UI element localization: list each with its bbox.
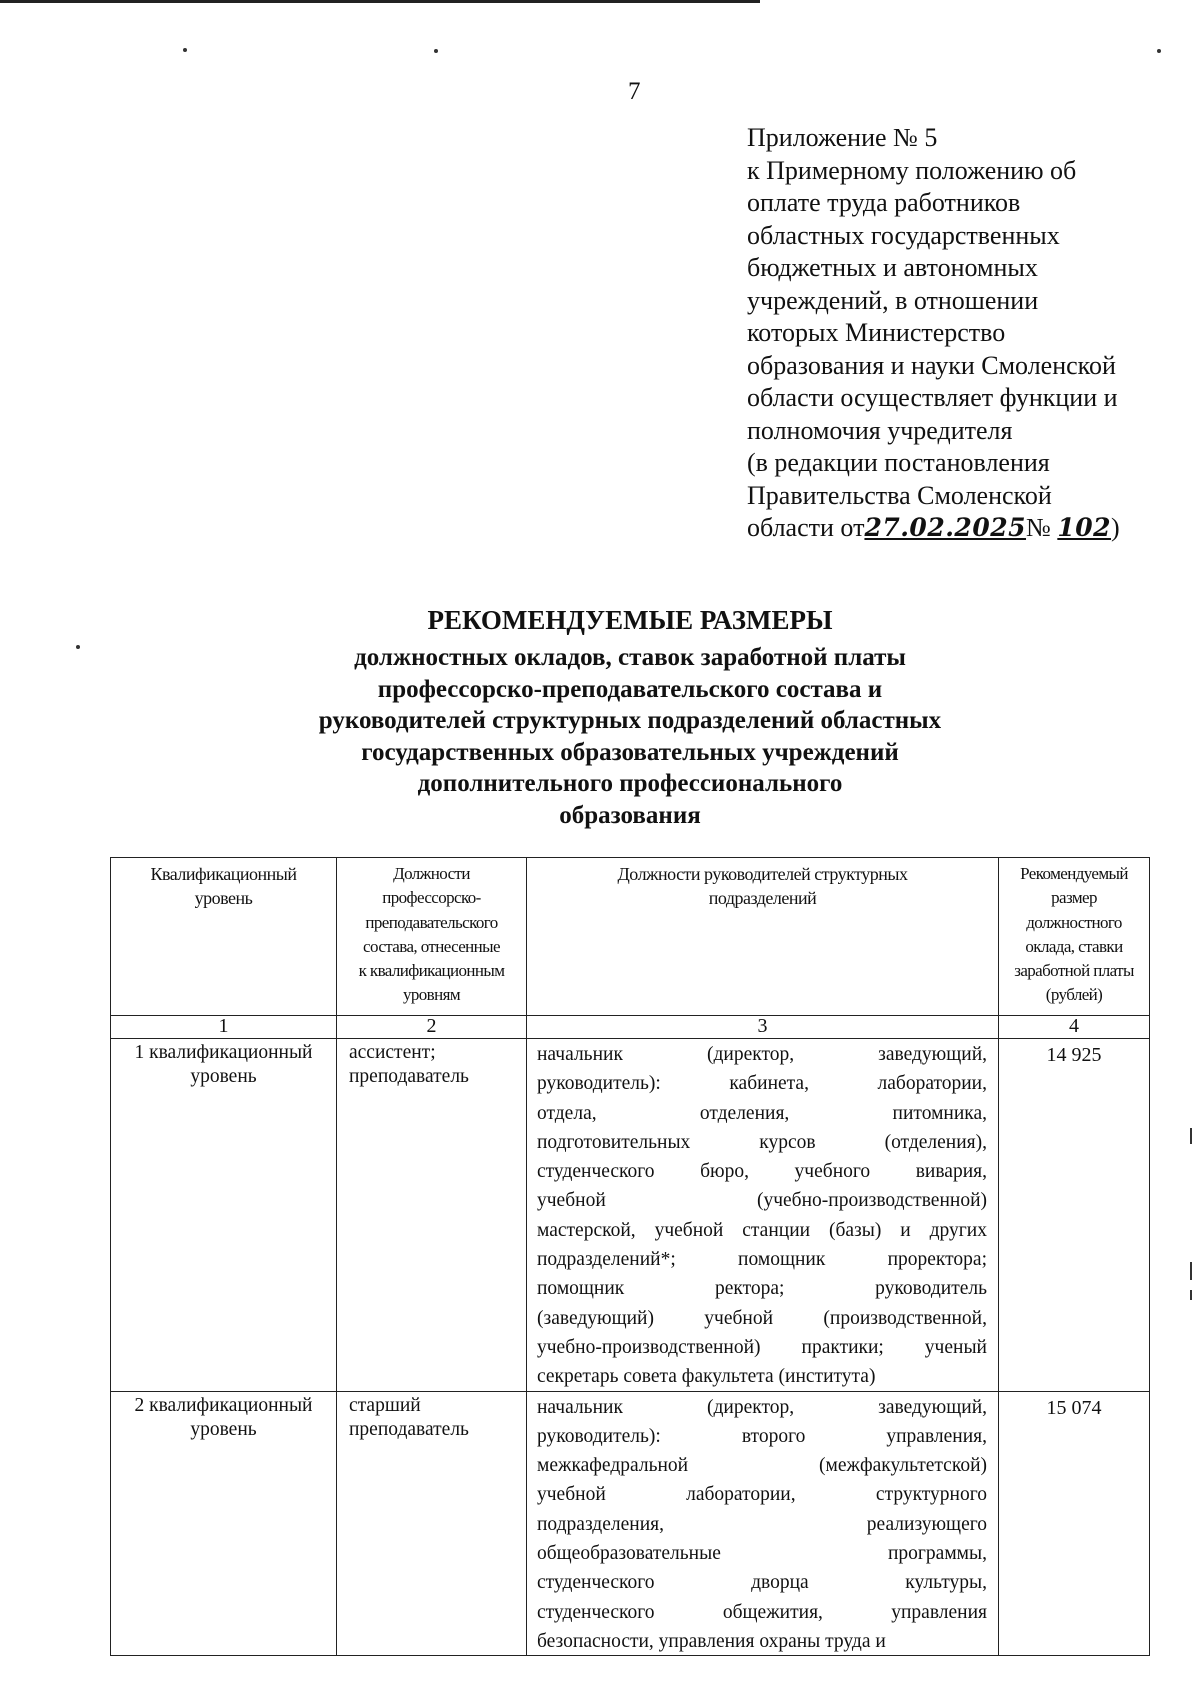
cell-managers	[527, 1039, 999, 1392]
scan-mark	[1190, 1128, 1192, 1144]
manager-line: безопасности, управления охраны труда и	[537, 1630, 886, 1652]
page-number: 7	[628, 78, 641, 105]
scan-speck	[76, 645, 80, 649]
cell-level	[111, 1039, 337, 1392]
header-qualification-level	[111, 858, 337, 1016]
number-sign: №	[1026, 513, 1051, 542]
scan-speck	[1157, 49, 1161, 53]
header-text: преподавательского	[365, 912, 498, 932]
level-text: уровень	[190, 1418, 257, 1440]
header-text: к квалификационным	[358, 961, 505, 981]
handwritten-number: 102	[1057, 513, 1112, 542]
cell-level	[111, 1391, 337, 1656]
manager-line: учебной (учебно-производственной)	[537, 1190, 987, 1212]
appendix-line: учреждений, в отношении	[747, 285, 1039, 315]
header-text: Квалификационный	[150, 864, 297, 884]
level-text: 1 квалификационный	[134, 1042, 313, 1063]
scan-speck	[434, 49, 438, 53]
manager-line: подразделения, реализующего	[537, 1513, 987, 1535]
header-teaching-positions	[337, 858, 527, 1016]
level-text: уровень	[190, 1066, 257, 1088]
manager-line: общеобразовательные программы,	[537, 1543, 987, 1565]
cell-managers	[527, 1391, 999, 1656]
header-text: размер	[1051, 888, 1097, 908]
header-text: подразделений	[708, 888, 817, 909]
appendix-line: бюджетных и автономных	[747, 253, 1038, 282]
appendix-date-line	[747, 512, 1167, 545]
scan-mark	[1190, 1262, 1192, 1280]
manager-line: студенческого бюро, учебного вивария,	[537, 1161, 987, 1183]
title-sub-line: дополнительного профессионального	[417, 770, 843, 798]
header-text: должностного	[1026, 912, 1122, 932]
appendix-prefix: области от	[747, 513, 865, 542]
column-number: 4	[999, 1016, 1150, 1039]
title-sub-line: руководителей структурных подразделений областных	[318, 707, 942, 735]
manager-line: начальник (директор, заведующий,	[537, 1396, 987, 1418]
header-text: состава, отнесенные	[363, 936, 500, 956]
cell-salary	[999, 1391, 1150, 1656]
title-sub-line: государственных образовательных учреждений	[361, 738, 899, 766]
appendix-line: областных государственных	[747, 220, 1060, 250]
manager-line: студенческого общежития, управления	[537, 1601, 987, 1623]
cell-salary	[999, 1039, 1150, 1392]
header-text: профессорско-	[382, 888, 481, 908]
appendix-line: области осуществляет функции и	[747, 383, 1118, 412]
appendix-line: (в редакции постановления	[747, 448, 1050, 477]
header-text: заработной платы	[1014, 961, 1134, 981]
manager-line: начальник (директор, заведующий,	[537, 1044, 987, 1065]
manager-line: руководитель): кабинета, лаборатории,	[537, 1073, 987, 1095]
manager-line: мастерской, учебной станции (базы) и других	[537, 1219, 987, 1241]
scan-mark	[1190, 1290, 1192, 1300]
appendix-line: которых Министерство	[747, 318, 1006, 347]
position-text: старший	[349, 1394, 421, 1416]
appendix-line: полномочия учредителя	[747, 415, 1013, 445]
manager-line: учебно-производственной) практики; ученый	[537, 1336, 987, 1358]
appendix-line: Правительства Смоленской	[747, 480, 1052, 510]
manager-line: секретарь совета факультета (института)	[537, 1366, 876, 1388]
appendix-line: оплате труда работников	[747, 188, 1021, 217]
header-text: оклада, ставки	[1025, 936, 1123, 956]
column-number-row	[111, 1016, 1150, 1039]
position-text: преподаватель	[349, 1418, 469, 1440]
manager-line: учебной лаборатории, структурного	[537, 1484, 987, 1506]
table-header-row	[111, 858, 1150, 1016]
cell-positions	[337, 1391, 527, 1656]
header-manager-positions	[527, 858, 999, 1016]
column-number: 3	[527, 1016, 999, 1039]
table-row	[111, 1391, 1150, 1656]
title-sub-line: образования	[559, 801, 701, 829]
header-text: Рекомендуемый	[1020, 864, 1128, 883]
manager-line: подготовительных курсов (отделения),	[537, 1131, 987, 1153]
document-title	[250, 602, 1010, 832]
manager-line: руководитель): второго управления,	[537, 1425, 987, 1447]
appendix-header	[747, 122, 1167, 545]
manager-line: подразделений*; помощник проректора;	[537, 1249, 987, 1271]
cell-positions	[337, 1039, 527, 1392]
manager-line: студенческого дворца культуры,	[537, 1572, 987, 1594]
header-salary	[999, 858, 1150, 1016]
handwritten-date: 27.02.2025	[864, 513, 1027, 542]
appendix-line: к Примерному положению об	[747, 155, 1077, 185]
title-sub-line: должностных окладов, ставок заработной платы	[354, 644, 906, 671]
closing-paren: )	[1111, 513, 1120, 542]
manager-line: помощник ректора; руководитель	[537, 1278, 987, 1300]
salary-value: 15 074	[1046, 1396, 1102, 1419]
position-text: преподаватель	[349, 1066, 469, 1088]
header-text: уровень	[194, 888, 253, 909]
manager-line: (заведующий) учебной (производственной,	[537, 1307, 987, 1329]
position-text: ассистент;	[349, 1042, 436, 1063]
table-row	[111, 1039, 1150, 1392]
header-text: Должности руководителей структурных	[617, 864, 908, 884]
salary-table	[110, 857, 1150, 1656]
top-edge-line	[0, 0, 760, 3]
header-text: (рублей)	[1045, 985, 1103, 1005]
header-text: уровням	[402, 985, 460, 1005]
appendix-line: образования и науки Смоленской	[747, 350, 1116, 380]
column-number: 1	[111, 1016, 337, 1039]
title-main: РЕКОМЕНДУЕМЫЕ РАЗМЕРЫ	[427, 605, 833, 635]
salary-value: 14 925	[1046, 1044, 1102, 1066]
appendix-line: Приложение № 5	[747, 123, 938, 152]
column-number: 2	[337, 1016, 527, 1039]
level-text: 2 квалификационный	[134, 1394, 313, 1416]
scan-speck	[183, 48, 187, 52]
header-text: Должности	[393, 864, 470, 883]
manager-line: межкафедральной (межфакультетской)	[537, 1455, 987, 1477]
title-sub-line: профессорско-преподавательского состава и	[377, 675, 883, 703]
manager-line: отдела, отделения, питомника,	[537, 1102, 987, 1124]
